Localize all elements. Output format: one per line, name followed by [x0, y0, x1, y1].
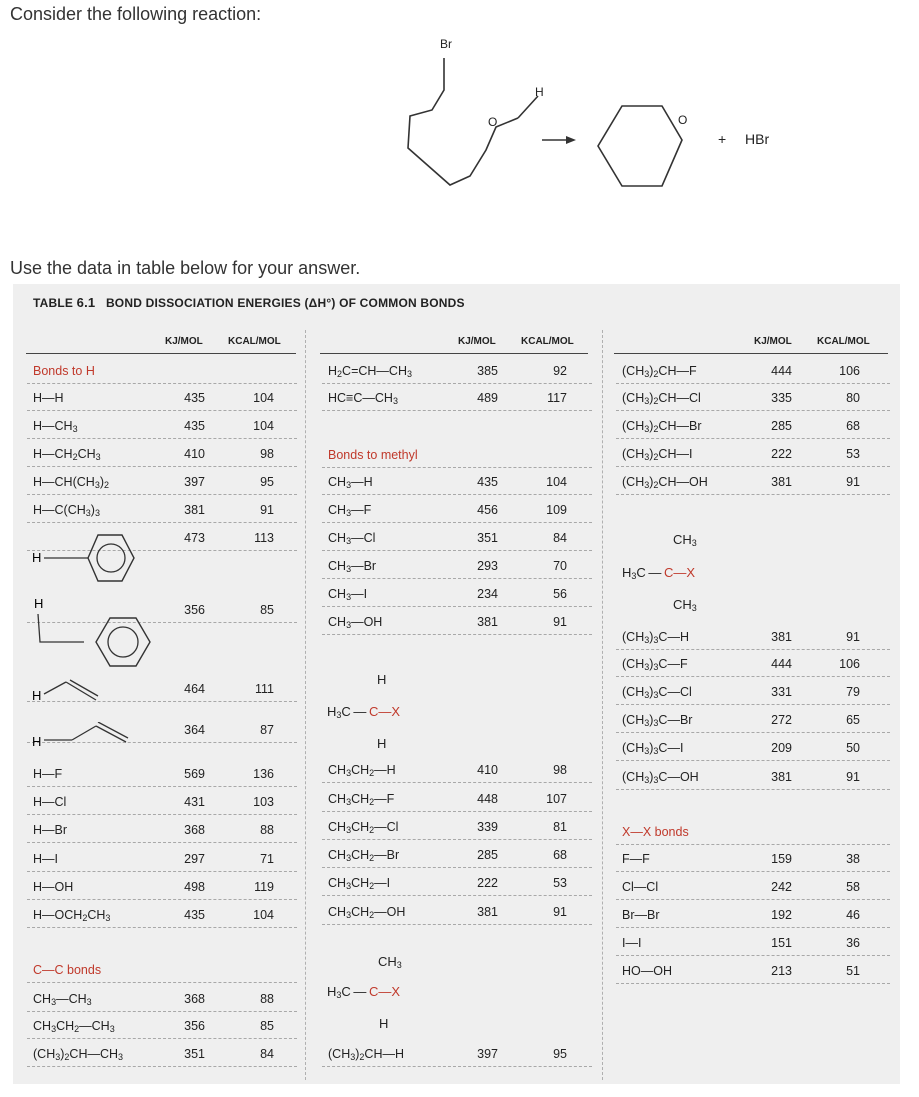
col2-top-row-1-kj: 489	[477, 391, 498, 405]
xx-row-3-bond: I—I	[622, 936, 642, 950]
methyl-row-3-kj: 293	[477, 559, 498, 573]
col1-row-13-kj: 498	[184, 880, 205, 894]
col1-row-10-kj: 431	[184, 795, 205, 809]
col1-row-9-kcal: 136	[253, 767, 274, 781]
col1-row-14-kcal: 104	[253, 908, 274, 922]
col1-row-12-kcal: 71	[260, 852, 274, 866]
cc-row-2-kcal: 84	[260, 1047, 274, 1061]
ethyl-row-5-kcal: 91	[553, 905, 567, 919]
methyl-row-0-bond: $CH_3—H$	[328, 475, 373, 490]
col1-row-10-kcal: 103	[253, 795, 274, 809]
iso-struct-ch3: $CH_3$	[378, 954, 402, 970]
methyl-row-0-kj: 435	[477, 475, 498, 489]
tert-row-3-kj: 272	[771, 713, 792, 727]
col2-top-row-0-kcal: 92	[553, 364, 567, 378]
col3-iso-row-0-kj: 444	[771, 364, 792, 378]
xx-row-0-bond: F—F	[622, 852, 650, 866]
table-title: TABLE 6.1 BOND DISSOCIATION ENERGIES (ΔH°) OF COMMON BONDS	[33, 295, 465, 310]
ethyl-row-3-kcal: 68	[553, 848, 567, 862]
tert-row-4-kj: 209	[771, 741, 792, 755]
methyl-row-5-kcal: 91	[553, 615, 567, 629]
col3-iso-row-3-bond: $(CH_3)_2CH—I$	[622, 447, 693, 462]
tert-row-2-kj: 331	[771, 685, 792, 699]
tert-row-4-kcal: 50	[846, 741, 860, 755]
header-kcal-2: KCAL/MOL	[521, 336, 574, 347]
col3-iso-row-1-kcal: 80	[846, 391, 860, 405]
col1-row-13-kcal: 119	[254, 880, 274, 894]
col3-iso-row-2-kcal: 68	[846, 419, 860, 433]
svg-text:H: H	[32, 688, 42, 703]
ethyl-row-0-bond: $CH_3CH_2—H$	[328, 763, 396, 778]
plus-sign: +	[718, 131, 727, 147]
col3-iso-row-0-bond: $(CH_3)_2CH—F$	[622, 364, 697, 379]
allyl-structure	[30, 722, 140, 752]
col1-row-4-bond: $H—C(CH_3)_3$	[33, 503, 100, 518]
xx-row-2-kj: 192	[771, 908, 792, 922]
methyl-row-3-bond: $CH_3—Br$	[328, 559, 377, 574]
col1-row-12-kj: 297	[184, 852, 205, 866]
xx-row-2-kcal: 46	[846, 908, 860, 922]
ethyl-row-0-kj: 410	[477, 763, 498, 777]
xx-row-4-bond: HO—OH	[622, 964, 672, 978]
col3-iso-row-0-kcal: 106	[839, 364, 860, 378]
col2-top-row-1-kcal: 117	[547, 391, 567, 405]
cc-row-0-kj: 368	[184, 992, 205, 1006]
methyl-row-2-bond: $CH_3—Cl$	[328, 531, 376, 546]
tert-row-2-kcal: 79	[846, 685, 860, 699]
xx-row-4-kcal: 51	[846, 964, 860, 978]
col3-iso-row-2-bond: $(CH_3)_2CH—Br$	[622, 419, 702, 434]
col1-row-6-kcal: 85	[260, 603, 274, 617]
col2-top-row-0-bond: $H_2C=CH—CH_3$	[328, 364, 412, 379]
col3-iso-row-3-kcal: 53	[846, 447, 860, 461]
ethyl-row-2-kcal: 81	[553, 820, 567, 834]
hydrogen-label: H	[535, 85, 544, 99]
col1-row-0-kcal: 104	[253, 391, 274, 405]
col1-row-7-kcal: 111	[254, 682, 274, 696]
ethyl-row-5-bond: $CH_3CH_2—OH$	[328, 905, 406, 920]
svg-text:H: H	[32, 734, 42, 749]
ethyl-row-4-bond: $CH_3CH_2—I$	[328, 876, 391, 891]
tert-row-2-bond: $(CH_3)_3C—Cl$	[622, 685, 692, 700]
byproduct-hbr: HBr	[745, 131, 770, 147]
col1-row-3-kj: 397	[184, 475, 205, 489]
methyl-row-1-kj: 456	[477, 503, 498, 517]
col1-row-5-kcal: 113	[254, 531, 274, 545]
cc-row-1-kj: 356	[184, 1019, 205, 1033]
tert-row-5-bond: $(CH_3)_3C—OH$	[622, 770, 699, 785]
tert-struct-core: $H_3C$ — C—X	[622, 565, 696, 581]
col1-row-4-kj: 381	[184, 503, 205, 517]
ethyl-row-3-kj: 285	[477, 848, 498, 862]
ethyl-row-1-kj: 448	[477, 792, 498, 806]
oxygen-label-reactant: O	[488, 115, 498, 129]
tert-row-3-kcal: 65	[846, 713, 860, 727]
methyl-struct-h-top: H	[377, 672, 387, 687]
tert-row-5-kcal: 91	[846, 770, 860, 784]
xx-row-4-kj: 213	[771, 964, 792, 978]
ethyl-row-3-bond: $CH_3CH_2—Br$	[328, 848, 400, 863]
tert-struct-ch3-bottom: $CH_3$	[673, 597, 697, 613]
question-prompt: Consider the following reaction:	[10, 4, 262, 24]
ethyl-row-2-kj: 339	[477, 820, 498, 834]
col3-iso-row-2-kj: 285	[771, 419, 792, 433]
col1-row-2-kcal: 98	[260, 447, 274, 461]
cc-row-2-kj: 351	[184, 1047, 205, 1061]
phenyl-ring	[30, 530, 140, 590]
col1-row-11-kj: 368	[184, 823, 205, 837]
header-kj-1: KJ/MOL	[165, 336, 203, 347]
col1-row-9-bond: H—F	[33, 767, 63, 781]
col1-row-3-bond: $H—CH(CH_3)_2$	[33, 475, 110, 490]
cc-row-0-bond: $CH_3—CH_3$	[33, 992, 92, 1007]
tert-row-1-kcal: 106	[839, 657, 860, 671]
cc-row-1-kcal: 85	[260, 1019, 274, 1033]
cc-row-0-kcal: 88	[260, 992, 274, 1006]
tert-row-0-kj: 381	[771, 630, 792, 644]
svg-text:H: H	[32, 550, 42, 565]
col1-row-13-bond: H—OH	[33, 880, 74, 894]
col3-iso-row-4-kj: 381	[771, 475, 792, 489]
br-label: Br	[440, 37, 452, 51]
col1-row-14-bond: $H—OCH_2CH_3$	[33, 908, 111, 923]
methyl-row-5-kj: 381	[477, 615, 498, 629]
reaction-scheme	[400, 30, 820, 210]
methyl-row-5-bond: $CH_3—OH$	[328, 615, 383, 630]
methyl-row-2-kcal: 84	[553, 531, 567, 545]
tert-struct-ch3-top: $CH_3$	[673, 532, 697, 548]
methyl-row-4-kj: 234	[477, 587, 498, 601]
col3-iso-row-1-bond: $(CH_3)_2CH—Cl$	[622, 391, 701, 406]
cc-row-1-bond: $CH_3CH_2—CH_3$	[33, 1019, 115, 1034]
reactant-structure	[408, 58, 538, 185]
ethyl-row-0-kcal: 98	[553, 763, 567, 777]
svg-text:H: H	[34, 596, 44, 611]
methyl-row-2-kj: 351	[477, 531, 498, 545]
col1-row-11-kcal: 88	[260, 823, 274, 837]
xx-row-3-kcal: 36	[846, 936, 860, 950]
tert-row-0-bond: $(CH_3)_3C—H$	[622, 630, 689, 645]
reaction-arrow	[542, 136, 576, 144]
col1-row-14-kj: 435	[184, 908, 205, 922]
iso-h-row-bond: $(CH_3)_2CH—H$	[328, 1047, 405, 1062]
header-kj-2: KJ/MOL	[458, 336, 496, 347]
xx-row-2-bond: Br—Br	[622, 908, 660, 922]
methyl-row-4-bond: $CH_3—I$	[328, 587, 368, 602]
methyl-struct-core: $H_3C$ — C—X	[327, 704, 401, 720]
col1-row-7-kj: 464	[184, 682, 205, 696]
ethyl-row-4-kcal: 53	[553, 876, 567, 890]
ethyl-row-4-kj: 222	[477, 876, 498, 890]
col3-iso-row-1-kj: 335	[771, 391, 792, 405]
tert-row-5-kj: 381	[771, 770, 792, 784]
oxane-ring	[598, 106, 682, 186]
iso-struct-core: $H_3C$ — C—X	[327, 984, 401, 1000]
section-xx-bonds: X—X bonds	[622, 825, 689, 839]
section-bonds-to-h: Bonds to H	[33, 364, 95, 378]
xx-row-0-kcal: 38	[846, 852, 860, 866]
tert-row-4-bond: $(CH_3)_3C—I$	[622, 741, 684, 756]
col1-row-0-kj: 435	[184, 391, 205, 405]
col1-row-2-bond: $H—CH_2CH_3$	[33, 447, 101, 462]
col1-row-12-bond: H—I	[33, 852, 58, 866]
ethyl-row-1-kcal: 107	[546, 792, 567, 806]
ethyl-row-2-bond: $CH_3CH_2—Cl$	[328, 820, 399, 835]
xx-row-0-kj: 159	[771, 852, 792, 866]
col3-iso-row-3-kj: 222	[771, 447, 792, 461]
methyl-struct-h-bottom: H	[377, 736, 387, 751]
xx-row-3-kj: 151	[771, 936, 792, 950]
xx-row-1-kcal: 58	[846, 880, 860, 894]
methyl-row-1-bond: $CH_3—F$	[328, 503, 372, 518]
tert-row-1-kj: 444	[771, 657, 792, 671]
xx-row-1-kj: 242	[771, 880, 792, 894]
col3-iso-row-4-kcal: 91	[846, 475, 860, 489]
col1-row-1-kcal: 104	[253, 419, 274, 433]
tert-row-1-bond: $(CH_3)_3C—F$	[622, 657, 688, 672]
col1-row-11-bond: H—Br	[33, 823, 68, 837]
col1-row-6-kj: 356	[184, 603, 205, 617]
header-kcal-1: KCAL/MOL	[228, 336, 281, 347]
header-kj-3: KJ/MOL	[754, 336, 792, 347]
header-kcal-3: KCAL/MOL	[817, 336, 870, 347]
col1-row-10-bond: H—Cl	[33, 795, 67, 809]
col1-row-5-kj: 473	[184, 531, 205, 545]
cc-row-2-bond: $(CH_3)_2CH—CH_3$	[33, 1047, 124, 1062]
iso-h-row-kcal: 95	[553, 1047, 567, 1061]
col1-row-1-kj: 435	[184, 419, 205, 433]
col1-row-8-kj: 364	[184, 723, 205, 737]
methyl-row-4-kcal: 56	[553, 587, 567, 601]
instruction-text: Use the data in table below for your answer.	[10, 258, 361, 278]
col1-row-9-kj: 569	[184, 767, 205, 781]
col1-row-1-bond: $H—CH_3$	[33, 419, 78, 434]
tert-row-0-kcal: 91	[846, 630, 860, 644]
iso-h-row-kj: 397	[477, 1047, 498, 1061]
methyl-row-1-kcal: 109	[546, 503, 567, 517]
vinyl-structure	[30, 676, 140, 706]
xx-row-1-bond: Cl—Cl	[622, 880, 659, 894]
col3-iso-row-4-bond: $(CH_3)_2CH—OH$	[622, 475, 708, 490]
iso-struct-h: H	[379, 1016, 389, 1031]
col2-top-row-0-kj: 385	[477, 364, 498, 378]
col1-row-0-bond: H—H	[33, 391, 64, 405]
col1-row-8-kcal: 87	[260, 723, 274, 737]
section-bonds-to-methyl: Bonds to methyl	[328, 448, 418, 462]
methyl-row-0-kcal: 104	[546, 475, 567, 489]
tert-row-3-bond: $(CH_3)_3C—Br$	[622, 713, 693, 728]
ethyl-row-1-bond: $CH_3CH_2—F$	[328, 792, 395, 807]
benzyl-ring	[30, 592, 170, 670]
section-cc-bonds: C—C bonds	[33, 963, 102, 977]
oxygen-label-product: O	[678, 113, 688, 127]
col1-row-3-kcal: 95	[260, 475, 274, 489]
ethyl-row-5-kj: 381	[477, 905, 498, 919]
col1-row-2-kj: 410	[184, 447, 205, 461]
col2-top-row-1-bond: $HC\equiv C—CH_3$	[328, 391, 398, 406]
methyl-row-3-kcal: 70	[553, 559, 567, 573]
col1-row-4-kcal: 91	[260, 503, 274, 517]
